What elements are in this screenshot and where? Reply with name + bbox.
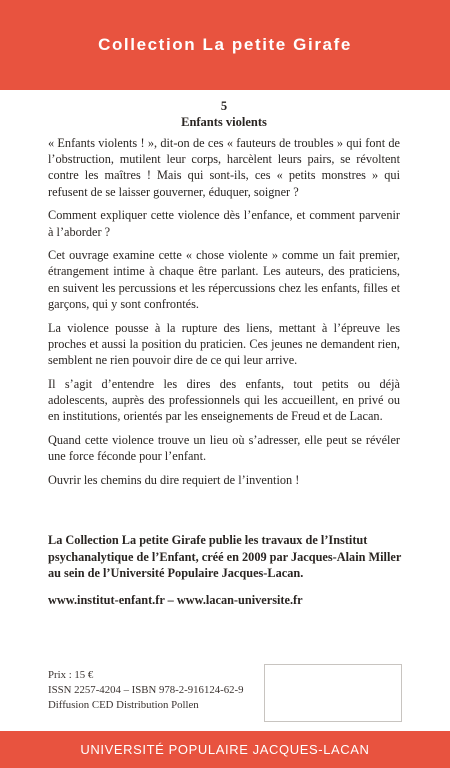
back-cover-text bbox=[48, 98, 400, 488]
footer-band bbox=[0, 731, 450, 768]
paragraph: Quand cette violence trouve un lieu où s’adresser, elle peut se révéler une force féconde pour l’enfant. bbox=[48, 432, 400, 463]
university-name: UNIVERSITÉ POPULAIRE JACQUES-LACAN bbox=[80, 742, 370, 757]
paragraph: La violence pousse à la rupture des liens, mettant à l’épreuve les proches et aussi la position du praticien. Ces jeunes ne demandent rien, semblent ne rien pouvoir dire de ce qui leur arrive. bbox=[48, 320, 400, 367]
paragraph: Comment expliquer cette violence dès l’enfance, et comment parvenir à l’aborder ? bbox=[48, 208, 400, 239]
paragraph: Ouvrir les chemins du dire requiert de l’invention ! bbox=[48, 472, 300, 487]
paragraph: Il s’agit d’entendre les dires des enfants, tout petits ou déjà adolescents, auprès des professionnels qui les accueillent, en privé ou en institutions, orientés par les enseignements de Freud et de Lacan. bbox=[48, 376, 400, 424]
volume-number: 5 bbox=[220, 99, 228, 113]
collection-description: La Collection La petite Girafe publie les travaux de l’Institut psychanalytique de l’Enfant, créé en 2009 par Jacques-Alain Miller au sein de l’Université Populaire Jacques-Lacan. bbox=[48, 533, 402, 580]
publication-meta bbox=[48, 668, 278, 714]
barcode-box bbox=[264, 664, 402, 722]
price: Prix : 15 € bbox=[48, 669, 94, 681]
distribution: Diffusion CED Distribution Pollen bbox=[48, 699, 199, 712]
website-links: www.institut-enfant.fr – www.lacan-universite.fr bbox=[48, 593, 303, 607]
header-band bbox=[0, 0, 450, 90]
collection-title: Collection La petite Girafe bbox=[98, 35, 352, 54]
paragraph: « Enfants violents ! », dit-on de ces « fauteurs de troubles » qui font de l’obstruction, mutilent leur corps, harcèlent leurs pairs, se révoltent contre les maîtres ! Mais qui sont-ils, ces « petits monstres » qui refusent de se laisser gouverner, éduquer, soigner ? bbox=[48, 136, 400, 199]
book-title: Enfants violents bbox=[181, 115, 267, 129]
paragraph: Cet ouvrage examine cette « chose violente » comme un fait premier, étrangement intime à chaque être parlant. Les auteurs, des praticiens, en suivent les percussions et les répercussions chez les enfants, filles et garçons, qui y sont confrontés. bbox=[48, 248, 400, 311]
issn-isbn: ISSN 2257-4204 – ISBN 978-2-916124-62-9 bbox=[48, 684, 244, 697]
